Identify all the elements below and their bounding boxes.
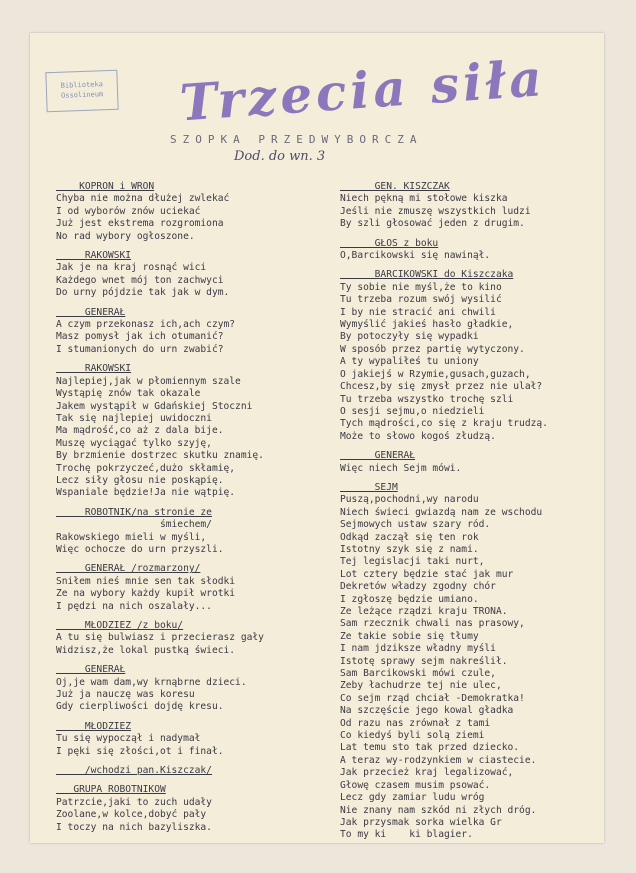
verse-line: Żeby łachudrze tej nie ulec, bbox=[340, 680, 502, 692]
speaker-heading: BARCIKOWSKI do Kiszczaka bbox=[340, 269, 514, 281]
verse-line: Że na wybory każdy kupił wrotki bbox=[56, 588, 236, 600]
verse-line: Niech pękną mi stołowe kiszka bbox=[340, 193, 508, 205]
verse-line: Sejmowych ustaw szary ród. bbox=[340, 519, 491, 531]
verse-line: Co sejm rząd chciał -Demokratka! bbox=[340, 692, 525, 704]
speaker-heading: GŁOS z boku bbox=[340, 237, 439, 249]
verse-line: Na szczęście jego kowal gładka bbox=[340, 705, 514, 717]
verse-line: Lecz gdy zamiar ludu wróg bbox=[340, 792, 485, 804]
verse-line: Wymyślić jakieś hasło gładkie, bbox=[340, 319, 514, 331]
verse-line: I nam jdziksze władny myśli bbox=[340, 643, 496, 655]
masthead-subtitle: SZOPKA PRZEDWYBORCZA bbox=[170, 133, 423, 146]
speaker-heading: MŁODZIEŻ bbox=[56, 720, 132, 732]
verse-line: Jak przecież kraj legalizować, bbox=[340, 767, 514, 779]
verse-line: Niech świeci gwiazdą nam ze wschodu bbox=[340, 506, 543, 518]
verse-line: Co kiedyś byli solą ziemi bbox=[340, 730, 485, 742]
verse-line: Że takie sobie się tłumy bbox=[340, 630, 479, 642]
verse-line: Istotny szyk się z nami. bbox=[340, 543, 479, 555]
right-text-column bbox=[340, 181, 598, 842]
verse-line: Trochę pokrzyczeć,dużo skłamię, bbox=[56, 462, 236, 474]
stamp-line-2: Ossolineum bbox=[60, 90, 104, 100]
speaker-heading: GENERAŁ /rozmarzony/ bbox=[56, 563, 201, 575]
verse-line: Tu się wypoczął i nadymał bbox=[56, 733, 201, 745]
verse-line: Każdego wnet mój ton zachwyci bbox=[56, 274, 224, 286]
verse-line: A czym przekonasz ich,ach czym? bbox=[56, 319, 236, 331]
verse-line: I pędzi na nich oszalały... bbox=[56, 600, 212, 612]
verse-line: Jakem wystąpił w Gdańskiej Stoczni bbox=[56, 400, 253, 412]
verse-line: O jakiejś w Rzymie,gusach,guzach, bbox=[340, 368, 531, 380]
verse-line: Masz pomysł jak ich otumanić? bbox=[56, 331, 224, 343]
verse-line: Jak przysmak sorka wielka Gr bbox=[340, 816, 502, 828]
speaker-heading: RAKOWSKI bbox=[56, 363, 132, 375]
verse-line: Nie znany nam szkód ni złych dróg. bbox=[340, 804, 537, 816]
speaker-heading: GENERAŁ bbox=[56, 306, 126, 318]
speaker-heading: RAKOWSKI bbox=[56, 250, 132, 262]
verse-line: Już jest ekstrema rozgromiona bbox=[56, 218, 224, 230]
speaker-heading: KOPRON i WRON bbox=[56, 181, 155, 192]
verse-line: To my ki ki blagier. bbox=[340, 829, 473, 841]
verse-line: Wspaniale będzie!Ja nie wątpię. bbox=[56, 487, 236, 499]
verse-line: Więc ochocze do urn przyszli. bbox=[56, 543, 224, 555]
verse-line: Istotę sprawy sejm nakreślił. bbox=[340, 655, 508, 667]
verse-line: Rakowskiego mieli w myśli, bbox=[56, 531, 207, 543]
verse-line: Tu trzeba wszystko trochę szli bbox=[340, 393, 514, 405]
verse-line: Wystąpię znów tak okazale bbox=[56, 388, 201, 400]
masthead-title: Trzecia siła bbox=[177, 48, 548, 133]
verse-line: Gdy cierpliwości dojdę kresu. bbox=[56, 701, 224, 713]
verse-line: A tu się bulwiasz i przecierasz gały bbox=[56, 632, 264, 644]
speaker-heading: GENERAŁ bbox=[340, 450, 416, 462]
verse-line: Śniłem nieś mnie sen tak słodki bbox=[56, 575, 236, 587]
verse-line: Tu trzeba rozum swój wysilić bbox=[340, 294, 502, 306]
verse-line: No rad wybory ogłoszone. bbox=[56, 230, 195, 242]
verse-line: Od razu nas zrównał z tami bbox=[340, 717, 491, 729]
verse-line: I od wyborów znów uciekać bbox=[56, 205, 201, 217]
verse-line: Lot cztery będzie stać jak mur bbox=[340, 568, 514, 580]
document-page bbox=[30, 33, 604, 843]
verse-line: Że leżące rządzi kraju TRONA. bbox=[340, 606, 508, 617]
verse-line: Ty sobie nie myśl,że to kino bbox=[340, 281, 502, 293]
verse-line: Dekretów władzy zgodny chór bbox=[340, 581, 496, 593]
verse-line: Widzisz,że lokal pustką świeci. bbox=[56, 644, 236, 656]
verse-line: Może to słowo kogoś złudzą. bbox=[340, 430, 496, 442]
speaker-heading: SEJM bbox=[340, 481, 398, 493]
verse-line: By szli głosować jeden z drugim. bbox=[340, 218, 525, 230]
verse-line: Zoolane,w kolce,dobyć pały bbox=[56, 809, 207, 821]
handwritten-note: Dod. do wn. 3 bbox=[234, 149, 326, 164]
verse-line: A teraz wy-rodzynkiem w ciastecie. bbox=[340, 754, 537, 766]
verse-line: Tej legislacji taki nurt, bbox=[340, 556, 485, 568]
verse-line: śmiechem/ bbox=[56, 519, 212, 531]
left-text-column bbox=[56, 181, 322, 834]
verse-line: By potoczyły się wypadki bbox=[340, 331, 479, 343]
verse-line: Do urny pójdzie tak jak w dym. bbox=[56, 287, 230, 299]
verse-line: I pęki się złości,ot i finał. bbox=[56, 745, 224, 757]
verse-line: I zgłoszę będzie umiano. bbox=[340, 593, 479, 605]
verse-line: I toczy na nich bazyliszka. bbox=[56, 821, 212, 833]
verse-line: Chyba nie można dłużej zwlekać bbox=[56, 193, 230, 205]
verse-line: Muszę wyciągać tylko szyję, bbox=[56, 437, 212, 449]
verse-line: Tych mądrości,co się z kraju trudzą. bbox=[340, 418, 548, 430]
verse-line: O,Barcikowski się nawinął. bbox=[340, 250, 491, 262]
verse-line: Głowę czasem musim psować. bbox=[340, 779, 491, 791]
verse-line: Patrzcie,jaki to zuch udały bbox=[56, 796, 212, 808]
verse-line: Lat temu sto tak przed dziecko. bbox=[340, 742, 520, 754]
stamp-line-1: Biblioteka bbox=[60, 80, 103, 90]
speaker-heading: GRUPA ROBOTNIKÓW bbox=[56, 784, 166, 796]
verse-line: W sposób przez partię wytyczony. bbox=[340, 343, 525, 355]
verse-line: Tak się najlepiej uwidoczni bbox=[56, 412, 212, 424]
verse-line: Oj,je wam dam,wy krnąbrne dzieci. bbox=[56, 676, 247, 688]
library-stamp bbox=[45, 70, 118, 112]
verse-line: Już ja nauczę was koresu bbox=[56, 689, 195, 701]
verse-line: I by nie stracić ani chwili bbox=[340, 306, 496, 318]
verse-line: Najlepiej,jak w płomiennym szale bbox=[56, 375, 241, 387]
speaker-heading: GEN. KISZCZAK bbox=[340, 181, 450, 192]
speaker-heading: MŁODZIEŻ /z boku/ bbox=[56, 620, 184, 631]
speaker-heading: GENERAŁ bbox=[56, 664, 126, 676]
verse-line: Ma mądrość,co aż z dala bije. bbox=[56, 425, 224, 437]
verse-line: By brzmienie dostrzec skutku znamię. bbox=[56, 450, 264, 462]
verse-line: Sam rzecznik chwali nas prasowy, bbox=[340, 618, 525, 630]
verse-line: O sesji sejmu,o niedzieli bbox=[340, 405, 485, 417]
verse-line: Odkąd zaczął się ten rok bbox=[340, 531, 479, 543]
verse-line: Puszą,pochodni,wy narodu bbox=[340, 494, 479, 506]
verse-line: Więc niech Sejm mówi. bbox=[340, 462, 462, 474]
verse-line: A ty wypaliłeś tu uniony bbox=[340, 356, 479, 368]
verse-line: Jak je na kraj rosnąć wici bbox=[56, 262, 207, 274]
verse-line: I stumanionych do urn zwabić? bbox=[56, 343, 224, 355]
speaker-heading: /wchodzi pan.Kiszczak/ bbox=[56, 765, 212, 777]
verse-line: Sam Barcikowski mówi czule, bbox=[340, 668, 496, 680]
verse-line: Lecz siły głosu nie poskąpię. bbox=[56, 474, 224, 486]
speaker-heading: ROBOTNIK/na stronie ze bbox=[56, 506, 212, 518]
verse-line: Jeśli nie zmuszę wszystkich ludzi bbox=[340, 205, 531, 217]
verse-line: Chcesz,by się zmysł przez nie ulał? bbox=[340, 381, 543, 393]
